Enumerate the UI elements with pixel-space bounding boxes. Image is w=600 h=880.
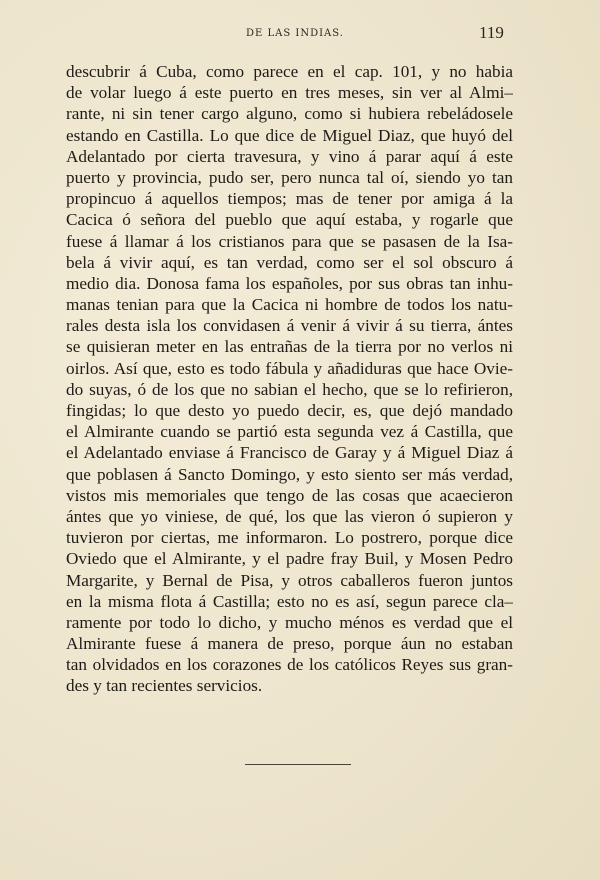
text-line: tan olvidados en los corazones de los católicos Reyes sus gran- [66,655,513,675]
text-line: Adelantado por cierta travesura, y vino á parar aquí á este [66,146,513,166]
text-line: de volar luego á este puerto en tres meses, sin ver al Almi– [66,83,513,103]
text-line: propincuo á aquellos tiempos; mas de tener por amiga á la [66,189,513,209]
text-line: Almirante fuese á manera de preso, porque áun no estaban [66,634,513,654]
text-line: manas tenian para que la Cacica ni hombre de todos los natu- [66,295,513,315]
text-line: ramente por todo lo dicho, y mucho ménos es verdad que el [66,612,513,632]
section-end-rule [245,764,351,765]
text-line: descubrir á Cuba, como parece en el cap. 101, y no habia [66,62,513,81]
text-line-last: des y tan recientes servicios. [66,676,263,696]
text-line: vistos mis memoriales que tengo de las cosas que acaecieron [66,485,513,505]
text-line: oirlos. Así que, esto es todo fábula y añadiduras que hace Ovie- [66,358,513,378]
text-line: en la misma flota á Castilla; esto no es así, segun parece cla– [66,591,513,611]
text-line: tuvieron por ciertas, me informaron. Lo postrero, porque dice [66,528,513,548]
text-line: estando en Castilla. Lo que dice de Miguel Diaz, que huyó del [66,125,513,145]
text-line: fuese á llamar á los cristianos para que se pasasen de la Isa- [66,231,513,251]
text-line: Oviedo que el Almirante, y el padre fray Buil, y Mosen Pedro [66,549,513,569]
text-line: ántes que yo viniese, de qué, los que las vieron ó supieron y [66,506,513,526]
text-line: Cacica ó señora del pueblo que aquí estaba, y rogarle que [66,210,513,230]
text-line: que poblasen á Sancto Domingo, y esto siento ser más verdad, [66,464,513,484]
text-line: Margarite, y Bernal de Pisa, y otros caballeros fueron juntos [66,570,513,590]
text-line: se quisieran meter en las entrañas de la tierra por no verlos ni [66,337,513,357]
text-line: fingidas; lo que desto yo puedo decir, es, que dejó mandado [66,401,513,420]
text-line: do suyas, ó de los que no sabian el hecho, que se lo refirieron, [66,379,513,399]
text-line: el Almirante cuando se partió esta segunda vez á Castilla, que [66,422,513,442]
text-line: bela á vivir aquí, es tan verdad, como ser el sol obscuro á [66,252,513,272]
page-number: 119 [479,23,504,42]
text-line: medio dia. Donosa fama los españoles, por sus obras tan inhu- [66,273,513,293]
running-head-title: DE LAS INDIAS. [246,28,344,39]
text-line: rante, ni sin tener cargo alguno, como si hubiera rebeládosele [66,104,513,124]
text-line: rales desta isla los convidasen á venir á vivir á su tierra, ántes [66,316,513,336]
text-line: puerto y provincia, pudo ser, pero nunca tal oí, siendo yo tan [66,167,513,187]
body-text [66,61,513,697]
text-line: el Adelantado enviase á Francisco de Garay y á Miguel Diaz á [66,443,513,463]
running-head [0,23,600,43]
